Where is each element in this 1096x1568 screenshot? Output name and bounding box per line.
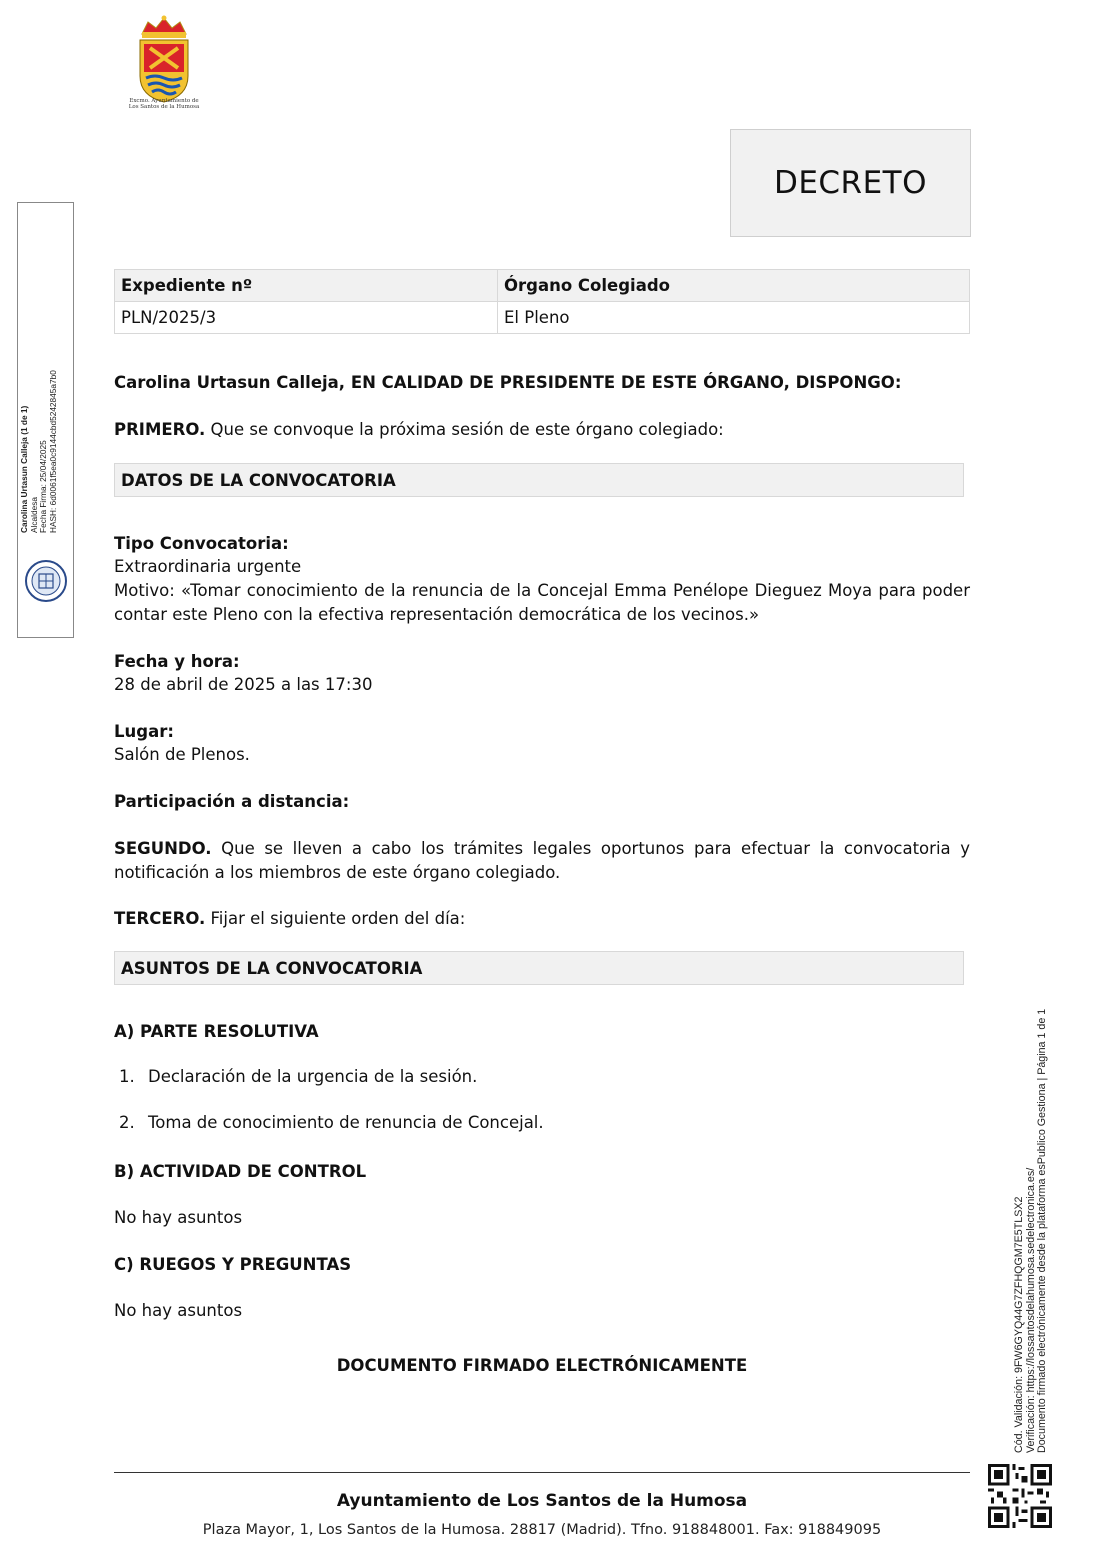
fecha-value: 28 de abril de 2025 a las 17:30 bbox=[114, 675, 373, 694]
file-info-header-row bbox=[115, 270, 970, 302]
list-item-text: Declaración de la urgencia de la sesión. bbox=[148, 1067, 478, 1086]
qr-code-icon bbox=[988, 1464, 1052, 1528]
parte-a-title: A) PARTE RESOLUTIVA bbox=[114, 1022, 319, 1041]
footer-title: Ayuntamiento de Los Santos de la Humosa bbox=[336, 1491, 748, 1511]
lugar-value: Salón de Plenos. bbox=[114, 745, 250, 764]
list-item-text: Toma de conocimiento de renuncia de Concejal. bbox=[148, 1113, 544, 1132]
tercero-paragraph bbox=[114, 907, 970, 931]
signer-role: Alcaldesa bbox=[28, 497, 39, 533]
motivo-text: Motivo: «Tomar conocimiento de la renuncia de la Concejal Emma Penélope Dieguez Moya para poder contar este Pleno con la efectiva representación democrática de los vecinos.» bbox=[114, 581, 970, 624]
tipo-value: Extraordinaria urgente bbox=[114, 557, 302, 576]
asuntos-section-title: ASUNTOS DE LA CONVOCATORIA bbox=[121, 958, 423, 978]
footer-divider bbox=[114, 1472, 970, 1473]
logo-caption bbox=[128, 98, 200, 110]
validation-info bbox=[1014, 983, 1049, 1453]
signature-stamp-text bbox=[20, 343, 70, 533]
parte-b-title: B) ACTIVIDAD DE CONTROL bbox=[114, 1162, 367, 1181]
list-item-number: 1. bbox=[119, 1067, 135, 1086]
fecha-label: Fecha y hora: bbox=[114, 652, 240, 671]
parte-b-text: No hay asuntos bbox=[114, 1208, 243, 1227]
value-organo: El Pleno bbox=[498, 302, 970, 334]
segundo-label: SEGUNDO. bbox=[114, 839, 212, 858]
file-info-value-row bbox=[115, 302, 970, 334]
logo-caption-line2: Los Santos de la Humosa bbox=[128, 104, 200, 110]
tipo-label: Tipo Convocatoria: bbox=[114, 534, 289, 553]
validation-code: Cód. Validación: 9FW6GYQ44G7ZFHQGM7E5TLSX2 bbox=[1013, 1196, 1025, 1453]
signer-name: Carolina Urtasun Calleja (1 de 1) bbox=[19, 405, 29, 533]
datos-section-header bbox=[114, 463, 964, 497]
lugar-label: Lugar: bbox=[114, 722, 174, 741]
segundo-paragraph bbox=[114, 837, 970, 884]
intro-statement: Carolina Urtasun Calleja, EN CALIDAD DE PRESIDENTE DE ESTE ÓRGANO, DISPONGO: bbox=[114, 373, 902, 392]
primero-label: PRIMERO. bbox=[114, 420, 206, 439]
primero-text: Que se convoque la próxima sesión de este órgano colegiado: bbox=[205, 420, 724, 439]
primero-paragraph bbox=[114, 418, 970, 442]
validation-platform: Documento firmado electrónicamente desde la plataforma esPublico Gestiona | Página 1 de 1 bbox=[1036, 1008, 1048, 1453]
tercero-text: Fijar el siguiente orden del día: bbox=[205, 909, 466, 928]
signature-stamp bbox=[17, 202, 74, 638]
parte-c-text: No hay asuntos bbox=[114, 1301, 243, 1320]
asuntos-section-header bbox=[114, 951, 964, 985]
signature-date: Fecha Firma: 25/04/2025 bbox=[38, 440, 48, 533]
list-item bbox=[119, 1113, 544, 1132]
list-item bbox=[119, 1067, 477, 1086]
header-organo: Órgano Colegiado bbox=[498, 270, 970, 302]
logo-caption-line1: Excmo. Ayuntamiento de bbox=[129, 98, 199, 104]
signature-hash: HASH: 6d0061f5ea0c9144cbd5242845a7b0 bbox=[47, 370, 58, 533]
header-expediente: Expediente nº bbox=[115, 270, 498, 302]
official-seal-icon bbox=[24, 559, 68, 603]
tercero-label: TERCERO. bbox=[114, 909, 206, 928]
document-type-label: DECRETO bbox=[773, 165, 928, 201]
document-type-box bbox=[730, 129, 971, 237]
signed-notice: DOCUMENTO FIRMADO ELECTRÓNICAMENTE bbox=[336, 1356, 748, 1375]
validation-url: Verificación: https://lossantosdelahumosa.sedelectronica.es/ bbox=[1024, 1167, 1037, 1453]
datos-section-title: DATOS DE LA CONVOCATORIA bbox=[121, 470, 396, 490]
participacion-label: Participación a distancia: bbox=[114, 792, 350, 811]
list-item-number: 2. bbox=[119, 1113, 135, 1132]
segundo-text: Que se lleven a cabo los trámites legales oportunos para efectuar la convocatoria y notificación a los miembros de este órgano colegiado. bbox=[114, 839, 970, 882]
footer-address: Plaza Mayor, 1, Los Santos de la Humosa. 28817 (Madrid). Tfno. 918848001. Fax: 918849095 bbox=[202, 1522, 882, 1538]
value-expediente: PLN/2025/3 bbox=[115, 302, 498, 334]
file-info-table bbox=[114, 269, 970, 334]
parte-c-title: C) RUEGOS Y PREGUNTAS bbox=[114, 1255, 352, 1274]
